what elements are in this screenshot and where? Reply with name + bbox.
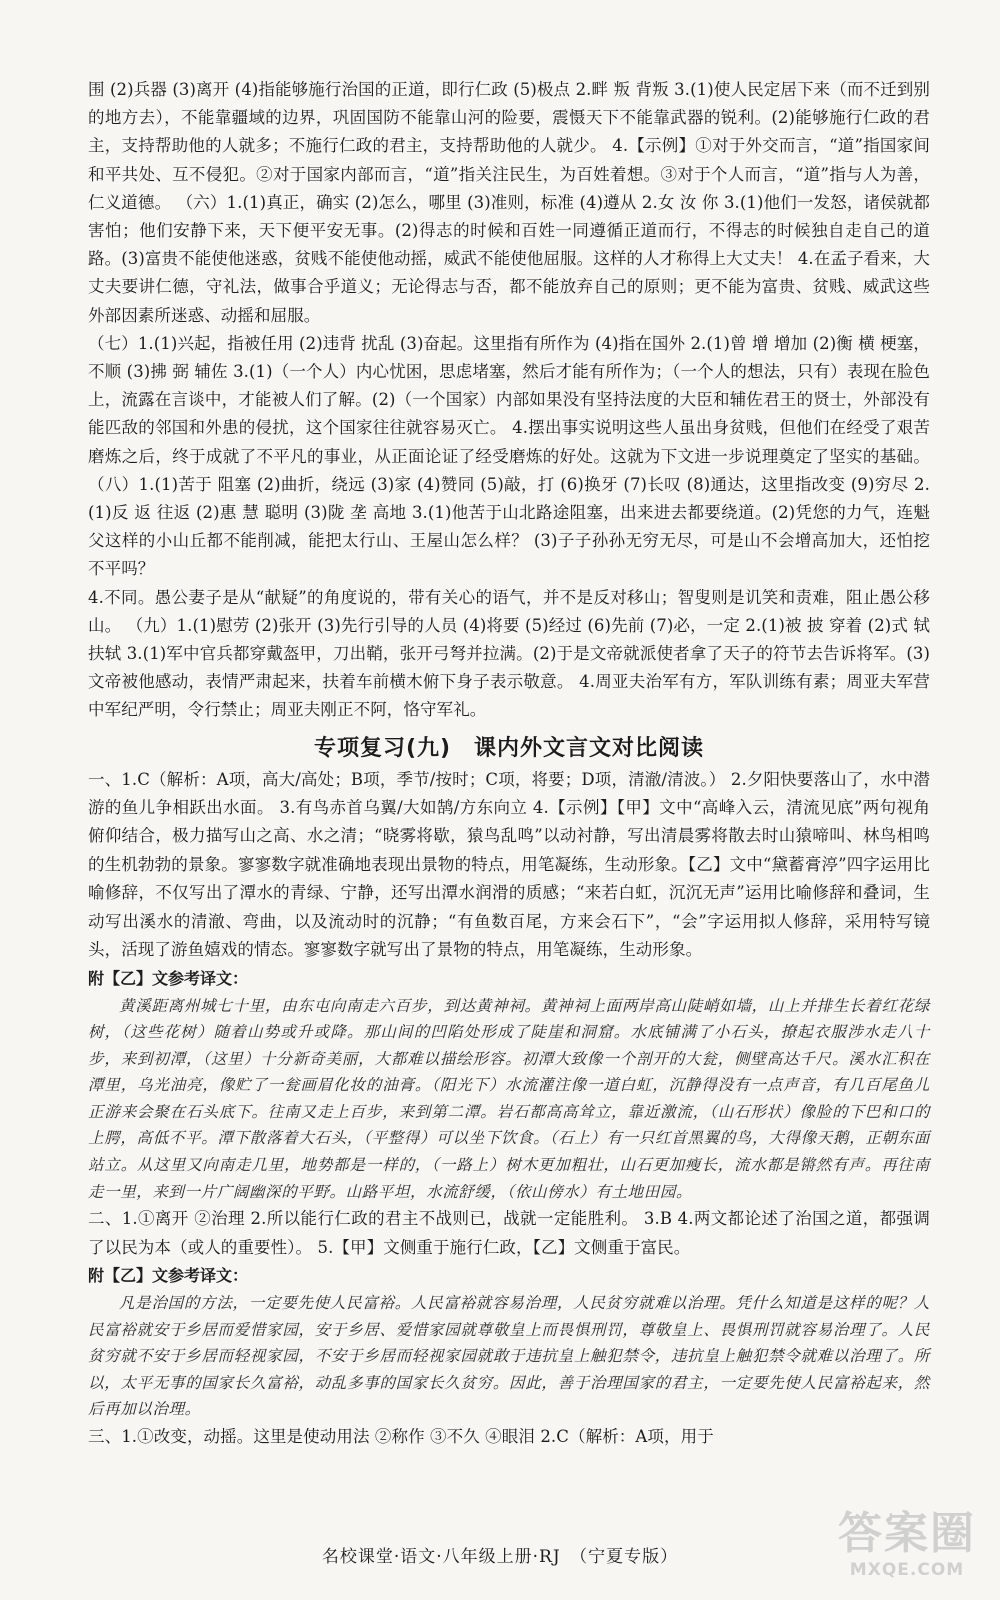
appendix-translation: 黄溪距离州城七十里，由东屯向南走六百步，到达黄神祠。黄神祠上面两岸高山陡峭如墙，山上并排生长着红花绿树，（这些花树）随着山势或升或降。那山间的凹陷处形成了陡崖和洞窟。水底铺满了小石头，撩起衣服涉水走八十步，来到初潭，（这里）十分新奇美丽，大都难以描绘形容。初潭大致像一个剖开的大瓮，侧壁高达千尺。溪水汇积在潭里，乌光油亮，像贮了一瓮画眉化妆的油膏。（阳光下）水流灌注像一道白虹，沉静得没有一点声音，有几百尾鱼儿正游来会聚在石头底下。往南又走上百步，来到第二潭。岩石都高高耸立，靠近激流，（山石形状）像脸的下巴和口的上腭，高低不平。潭下散落着大石头，（平整得）可以坐下饮食。（石上）有一只红首黑翼的鸟，大得像天鹅，正朝东面站立。从这里又向南走几里，地势都是一样的，（一路上）树木更加粗壮，山石更加瘦长，流水都是锵然有声。再往南走一里，来到一片广阔幽深的平野。山路平坦，水流舒缓，（依山傍水）有土地田园。 bbox=[88, 996, 930, 1201]
watermark-logo bbox=[832, 1508, 982, 1594]
answer-block-part1 bbox=[88, 76, 930, 725]
answer-paragraph: 三、1.①改变，动摇。这里是使动用法 ②称作 ③不久 ④眼泪 2.C（解析：A项，用于 bbox=[88, 1427, 714, 1447]
appendix-translation: 凡是治国的方法，一定要先使人民富裕。人民富裕就容易治理，人民贫穷就难以治理。凭什么知道是这样的呢？人民富裕就安于乡居而爱惜家园，安于乡居、爱惜家园就尊敬皇上而畏惧刑罚，尊敬皇上、畏惧刑罚就容易治理了。人民贫穷就不安于乡居而轻视家园，不安于乡居而轻视家园就敢于违抗皇上触犯禁令，违抗皇上触犯禁令就难以治理了。所以，太平无事的国家长久富裕，动乱多事的国家长久贫穷。因此，善于治理国家的君主，一定要先使人民富裕起来，然后再加以治理。 bbox=[88, 1294, 930, 1419]
watermark-mark: 答案圈 bbox=[838, 1508, 976, 1559]
page-footer: 名校课堂·语文·八年级上册·RJ （宁夏专版） bbox=[321, 1547, 679, 1567]
appendix-heading: 附【乙】文参考译文： bbox=[88, 1266, 249, 1286]
answer-paragraph: 围 (2)兵器 (3)离开 (4)指能够施行治国的正道，即行仁政 (5)极点 2.畔 叛 背叛 3.(1)使人民定居下来（而不迁到别的地方去），不能靠疆域的边界，巩固国防不能靠山河的险要，震慑天下不能靠武器的锐利。(2)能够施行仁政的君主，支持帮助他的人就多；不施行仁政的君主，支持帮助他的人就少。 4.【示例】①对于外交而言，“道”指国家间和平共处、互不侵犯。②对于国家内部而言，“道”指关注民生，为百姓着想。③对于个人而言，“道”指与人为善，仁义道德。 （六）1.(1)真正，确实 (2)怎么，哪里 (3)准则，标准 (4)遵从 2.女 汝 你 3.(1)他们一发怒，诸侯就都害怕；他们安静下来，天下便平安无事。(2)得志的时候和百姓一同遵循正道而行，不得志的时候独自走自己的道路。(3)富贵不能使他迷惑，贫贱不能使他动摇，威武不能使他屈服。这样的人才称得上大丈夫！ 4.在孟子看来，大丈夫要讲仁德，守礼法，做事合乎道义；无论得志与否，都不能放弃自己的原则；更不能为富贵、贫贱、威武这些外部因素所迷惑、动摇和屈服。 bbox=[88, 80, 930, 325]
answer-paragraph: 二、1.①离开 ②治理 2.所以能行仁政的君主不战则已，战就一定能胜利。 3.B 4.两文都论述了治国之道，都强调了以民为本（或人的重要性）。 5.【甲】文侧重于施行仁政，【乙】文侧重于富民。 bbox=[88, 1209, 930, 1257]
answer-paragraph: 4.不同。愚公妻子是从“献疑”的角度说的，带有关心的语气，并不是反对移山；智叟则是讥笑和责难，阻止愚公移山。 （九）1.(1)慰劳 (2)张开 (3)先行引导的人员 (4)将要 (5)经过 (6)先前 (7)必，一定 2.(1)被 披 穿着 (2)式 轼 扶轼 3.(1)军中官兵都穿戴盔甲，刀出鞘，张开弓弩并拉满。(2)于是文帝就派使者拿了天子的符节去告诉将军。(3)文帝被他感动，表情严肃起来，扶着车前横木俯下身子表示敬意。 4.周亚夫治军有方，军队训练有素；周亚夫军营中军纪严明，令行禁止；周亚夫刚正不阿，恪守军礼。 bbox=[88, 587, 930, 720]
appendix-heading: 附【乙】文参考译文： bbox=[88, 968, 249, 988]
page-body bbox=[88, 76, 930, 1451]
answer-paragraph: （七）1.(1)兴起，指被任用 (2)违背 扰乱 (3)奋起。这里指有所作为 (4)指在国外 2.(1)曾 增 增加 (2)衡 横 梗塞，不顺 (3)拂 弼 辅佐 3.(1)（一个人）内心忧困，思虑堵塞，然后才能有所作为；（一个人的想法，只有）表现在脸色上，流露在言谈中，才能被人们了解。(2)（一个国家）内部如果没有坚持法度的大臣和辅佐君王的贤士，外部没有能匹敌的邻国和外患的侵扰，这个国家往往就容易灭亡。 4.摆出事实说明这些人虽出身贫贱，但他们在经受了艰苦磨炼之后，终于成就了不平凡的事业，从正面论证了经受磨炼的好处。这就为下文进一步说理奠定了坚实的基础。 （八）1.(1)苦于 阻塞 (2)曲折，绕远 (3)家 (4)赞同 (5)敲，打 (6)换牙 (7)长叹 (8)通达，这里指改变 (9)穷尽 2.(1)反 返 往返 (2)惠 慧 聪明 (3)陇 垄 高地 3.(1)他苦于山北路途阻塞，出来进去都要绕道。(2)凭您的力气，连魁父这样的小山丘都不能削减，能把太行山、王屋山怎么样？ (3)子子孙孙无穷无尽，可是山不会增高加大，还怕挖不平吗？ bbox=[88, 333, 930, 579]
section-title: 专项复习(九) 课内外文言文对比阅读 bbox=[313, 735, 705, 761]
answer-paragraph: 一、1.C（解析：A项，高大/高处；B项，季节/按时；C项，将要；D项，清澈/清波。） 2.夕阳快要落山了，水中潜游的鱼儿争相跃出水面。 3.有鸟赤首乌翼/大如鹄/方东向立 4.【示例】【甲】文中“高峰入云，清流见底”两句视角俯仰结合，极力描写山之高、水之清；“晓雾将歇，猿鸟乱鸣”以动衬静，写出清晨雾将散去时山猿啼叫、林鸟相鸣的生机勃勃的景象。寥寥数字就准确地表现出景物的特点，用笔凝练，生动形象。【乙】文中“黛蓄膏渟”四字运用比喻修辞，不仅写出了潭水的青绿、宁静，还写出潭水润滑的质感；“来若白虹，沉沉无声”运用比喻修辞和叠词，生动写出溪水的清澈、弯曲，以及流动时的沉静；“有鱼数百尾，方来会石下”，“会”字运用拟人修辞，采用特写镜头，活现了游鱼嬉戏的情态。寥寥数字就写出了景物的特点，用笔凝练，生动形象。 bbox=[88, 769, 930, 960]
watermark-url: MXQE.COM bbox=[849, 1560, 965, 1580]
